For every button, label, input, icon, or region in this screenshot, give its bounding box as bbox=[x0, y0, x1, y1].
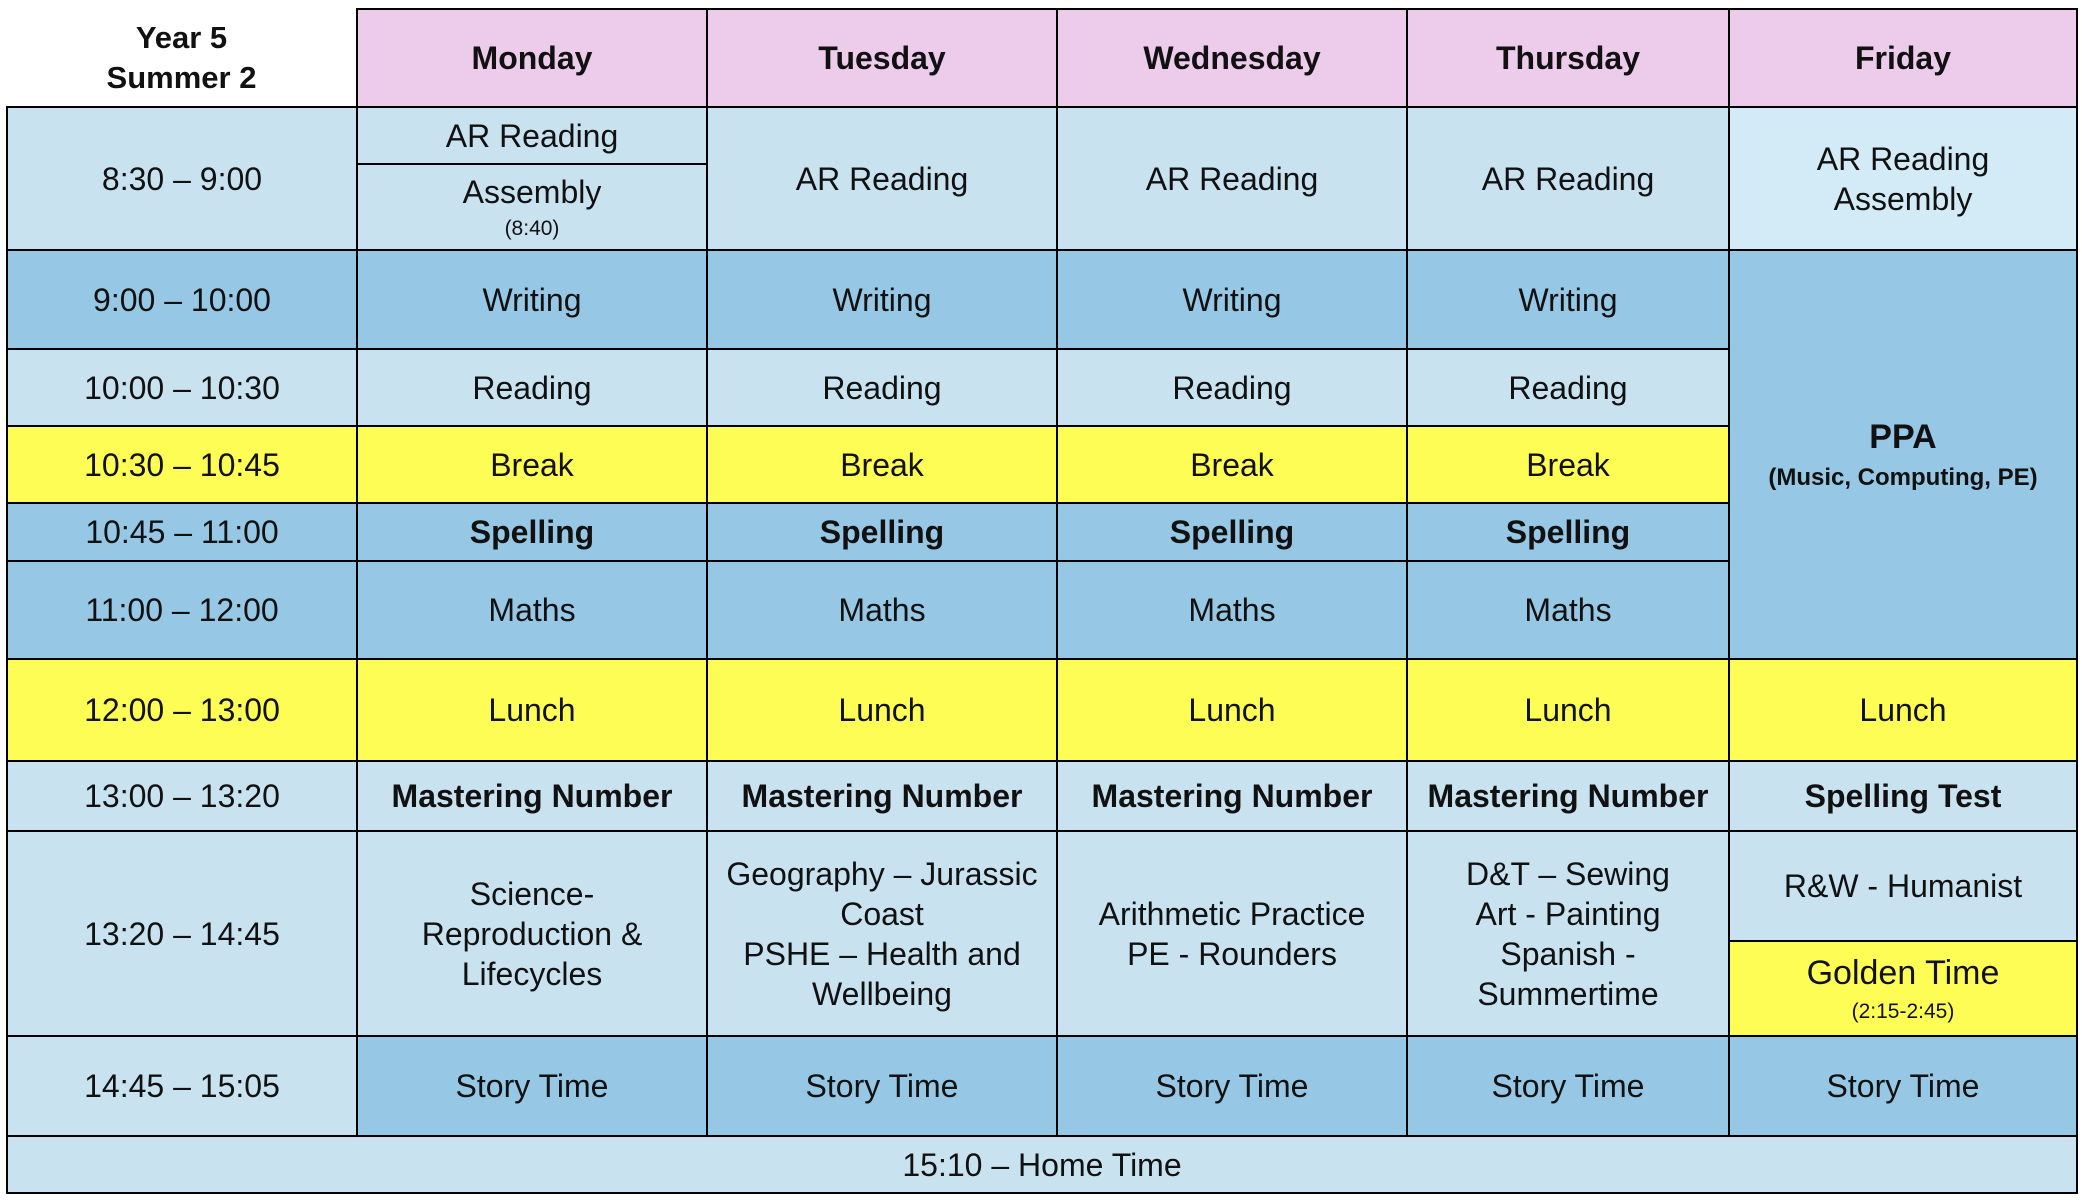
friday-ar-reading: AR Reading bbox=[1816, 140, 1990, 177]
golden-time-range: (2:15-2:45) bbox=[1851, 999, 1955, 1023]
lesson-cell: Reading bbox=[357, 349, 707, 426]
afternoon-line: Arithmetic Practice bbox=[1098, 895, 1366, 932]
monday-assembly: Assembly bbox=[462, 173, 602, 210]
lesson-cell: Spelling bbox=[1407, 503, 1729, 561]
lesson-cell: Story Time bbox=[1729, 1036, 2077, 1136]
title-term: Summer 2 bbox=[106, 59, 257, 95]
lesson-cell: Reading bbox=[707, 349, 1057, 426]
lesson-cell: Writing bbox=[1407, 250, 1729, 349]
lesson-cell: Story Time bbox=[707, 1036, 1057, 1136]
lesson-cell: Spelling bbox=[357, 503, 707, 561]
day-header-thursday: Thursday bbox=[1407, 9, 1729, 107]
lesson-cell: Lunch bbox=[1729, 659, 2077, 761]
timetable-title bbox=[7, 9, 357, 107]
golden-time-cell bbox=[1729, 941, 2077, 1036]
lesson-cell: Lunch bbox=[1057, 659, 1407, 761]
lesson-cell bbox=[1729, 107, 2077, 250]
golden-time-label: Golden Time bbox=[1806, 954, 2000, 993]
timetable-row bbox=[7, 250, 2077, 349]
time-slot: 14:45 – 15:05 bbox=[7, 1036, 357, 1136]
lesson-cell: Break bbox=[1407, 426, 1729, 503]
afternoon-line: Wellbeing bbox=[812, 975, 952, 1012]
lesson-cell: AR Reading bbox=[1057, 107, 1407, 250]
lesson-cell: Mastering Number bbox=[357, 761, 707, 831]
home-time-row bbox=[7, 1136, 2077, 1193]
time-slot: 10:45 – 11:00 bbox=[7, 503, 357, 561]
ppa-cell bbox=[1729, 250, 2077, 659]
friday-assembly: Assembly bbox=[1833, 180, 1973, 217]
timetable-row bbox=[7, 1036, 2077, 1136]
time-slot: 13:20 – 14:45 bbox=[7, 831, 357, 1036]
lesson-cell bbox=[357, 164, 707, 250]
lesson-cell: Reading bbox=[1407, 349, 1729, 426]
lesson-cell bbox=[357, 831, 707, 1036]
lesson-cell: Story Time bbox=[1057, 1036, 1407, 1136]
lesson-cell: AR Reading bbox=[357, 107, 707, 164]
lesson-cell: Mastering Number bbox=[1057, 761, 1407, 831]
afternoon-line: PE - Rounders bbox=[1127, 935, 1337, 972]
lesson-cell: Story Time bbox=[357, 1036, 707, 1136]
ppa-title: PPA bbox=[1869, 418, 1937, 457]
home-time: 15:10 – Home Time bbox=[7, 1136, 2077, 1193]
timetable-row bbox=[7, 659, 2077, 761]
assembly-time: (8:40) bbox=[504, 216, 560, 240]
day-header-monday: Monday bbox=[357, 9, 707, 107]
lesson-cell: R&W - Humanist bbox=[1729, 831, 2077, 941]
lesson-cell: Writing bbox=[1057, 250, 1407, 349]
afternoon-line: Spanish - bbox=[1500, 935, 1636, 972]
time-slot: 9:00 – 10:00 bbox=[7, 250, 357, 349]
lesson-cell: Maths bbox=[357, 561, 707, 659]
lesson-cell: Maths bbox=[1407, 561, 1729, 659]
day-header-wednesday: Wednesday bbox=[1057, 9, 1407, 107]
lesson-cell: Writing bbox=[707, 250, 1057, 349]
day-header-friday: Friday bbox=[1729, 9, 2077, 107]
lesson-cell: Break bbox=[1057, 426, 1407, 503]
afternoon-line: Geography – Jurassic bbox=[726, 855, 1038, 892]
title-year: Year 5 bbox=[135, 19, 228, 55]
lesson-cell: Spelling bbox=[707, 503, 1057, 561]
lesson-cell: Maths bbox=[707, 561, 1057, 659]
afternoon-line: Art - Painting bbox=[1475, 895, 1661, 932]
lesson-cell: AR Reading bbox=[1407, 107, 1729, 250]
lesson-cell: Story Time bbox=[1407, 1036, 1729, 1136]
lesson-cell: Spelling bbox=[1057, 503, 1407, 561]
lesson-cell: Lunch bbox=[357, 659, 707, 761]
time-slot: 10:00 – 10:30 bbox=[7, 349, 357, 426]
afternoon-line: PSHE – Health and bbox=[743, 935, 1021, 972]
timetable bbox=[6, 8, 2078, 1194]
timetable-row bbox=[7, 831, 2077, 941]
lesson-cell: Lunch bbox=[707, 659, 1057, 761]
header-row bbox=[7, 9, 2077, 107]
timetable-row bbox=[7, 761, 2077, 831]
lesson-cell: Lunch bbox=[1407, 659, 1729, 761]
lesson-cell: Writing bbox=[357, 250, 707, 349]
time-slot: 8:30 – 9:00 bbox=[7, 107, 357, 250]
afternoon-line: Summertime bbox=[1477, 975, 1659, 1012]
lesson-cell: Reading bbox=[1057, 349, 1407, 426]
time-slot: 12:00 – 13:00 bbox=[7, 659, 357, 761]
timetable-row bbox=[7, 107, 2077, 164]
lesson-cell: Break bbox=[357, 426, 707, 503]
lesson-cell: Mastering Number bbox=[707, 761, 1057, 831]
lesson-cell: AR Reading bbox=[707, 107, 1057, 250]
time-slot: 13:00 – 13:20 bbox=[7, 761, 357, 831]
lesson-cell: Mastering Number bbox=[1407, 761, 1729, 831]
day-header-tuesday: Tuesday bbox=[707, 9, 1057, 107]
time-slot: 10:30 – 10:45 bbox=[7, 426, 357, 503]
afternoon-line: D&T – Sewing bbox=[1466, 855, 1670, 892]
afternoon-line: Reproduction & bbox=[421, 915, 643, 952]
ppa-subtitle: (Music, Computing, PE) bbox=[1768, 463, 2038, 491]
lesson-cell: Break bbox=[707, 426, 1057, 503]
afternoon-line: Coast bbox=[840, 895, 924, 932]
lesson-cell bbox=[1407, 831, 1729, 1036]
lesson-cell: Maths bbox=[1057, 561, 1407, 659]
afternoon-line: Lifecycles bbox=[461, 955, 603, 992]
time-slot: 11:00 – 12:00 bbox=[7, 561, 357, 659]
afternoon-line: Science- bbox=[469, 875, 595, 912]
lesson-cell: Spelling Test bbox=[1729, 761, 2077, 831]
lesson-cell bbox=[707, 831, 1057, 1036]
lesson-cell bbox=[1057, 831, 1407, 1036]
